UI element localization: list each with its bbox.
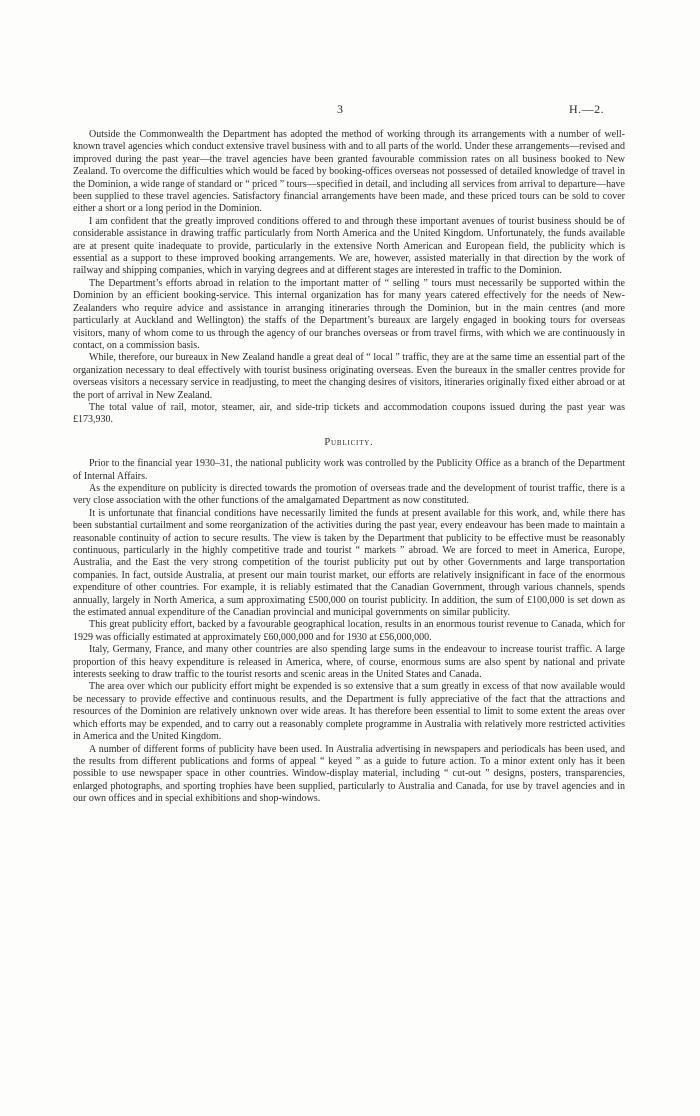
paragraph: A number of different forms of publicity have been used. In Australia advertising in newspapers and periodicals has been used, and the results from different publications and forms of appeal “ keyed ” as a guide to future action. To a minor extent only has it been possible to use newspaper space in other countries. Window-display material, including “ cut-out ” designs, posters, transparencies, enlarged photographs, and sporting trophies have been supplied, particularly to Australia and Canada, for use by travel agencies and in our own offices and in special exhibitions and shop-windows. — [73, 743, 625, 805]
page-header — [0, 102, 700, 118]
paragraph: The Department’s efforts abroad in relation to the important matter of “ selling ” tours must necessarily be supported within the Dominion by an efficient booking-service. This internal organization has for many years catered effectively for the needs of New-Zealanders who require advice and assistance in arranging itineraries through the Dominion, but in the main centres (and more particularly at Auckland and Wellington) the staffs of the Department’s bureaux are largely engaged in booking tours for overseas visitors, many of whom come to us through the agency of our branches overseas or from travel firms, with which we are continuously in contact, on a commission basis. — [73, 277, 625, 351]
paragraph: Outside the Commonwealth the Department has adopted the method of working through its arrangements with a number of well-known travel agencies which conduct extensive travel business with and to all parts of the world. Under these arrangements—revised and improved during the past year—the travel agencies have been granted favourable commission rates on all business booked to New Zealand. To overcome the difficulties which would be faced by booking-offices overseas not possessed of detailed knowledge of travel in the Dominion, a wide range of standard or “ priced ” tours—specified in detail, and including all services from arrival to departure—have been supplied to these travel agencies. Satisfactory financial arrangements have been made, and these priced tours can be sold to cover either a short or a long period in the Dominion. — [73, 129, 625, 215]
paragraph: The total value of rail, motor, steamer, air, and side-trip tickets and accommodation coupons issued during the past year was £173,930. — [73, 401, 625, 426]
paragraph: Italy, Germany, France, and many other countries are also spending large sums in the endeavour to increase tourist traffic. A large proportion of this heavy expenditure is released in America, where, of course, enormous sums are also spent by national and private interests seeking to draw traffic to the tourist resorts and scenic areas in the United States and Canada. — [73, 644, 625, 681]
paragraph: The area over which our publicity effort might be expended is so extensive that a sum greatly in excess of that now available would be necessary to provide effective and continuous results, and the Department is fully appreciative of the fact that the attractions and resources of the Dominion are relatively unknown over wide areas. It has therefore been essential to limit to some extent the areas over which efforts may be expended, and to carry out a reasonably complete programme in Australia with relatively more restricted activities in America and the United Kingdom. — [73, 681, 625, 743]
paragraph: This great publicity effort, backed by a favourable geographical location, results in an enormous tourist revenue to Canada, which for 1929 was officially estimated at approximately £60,000,000 and for 1930 at £56,000,000. — [73, 619, 625, 643]
section-travel-agencies — [73, 129, 625, 427]
section-heading-publicity: Publicity. — [324, 436, 374, 448]
paragraph: As the expenditure on publicity is directed towards the promotion of overseas trade and the development of tourist traffic, there is a very close association with the other functions of the amalgamated Department as now constituted. — [73, 482, 625, 507]
section-publicity — [73, 458, 625, 805]
paragraph: Prior to the financial year 1930–31, the national publicity work was controlled by the Publicity Office as a branch of the Department of Internal Affairs. — [73, 458, 625, 482]
paragraph: I am confident that the greatly improved conditions offered to and through these important avenues of tourist business should be of considerable assistance in drawing traffic particularly from North America and the United Kingdom. Unfortunately, the funds available are at present quite inadequate to provide, particularly in the extensive North American and European field, the publicity which is essential as a support to these improved booking arrangements. We are, however, assisted materially in that direction by the work of railway and shipping companies, which in varying degrees and at different stages are interested in traffic to the Dominion. — [73, 215, 625, 277]
paragraph: It is unfortunate that financial conditions have necessarily limited the funds at present available for this work, and, while there has been substantial curtailment and some reorganization of the activities during the past year, every endeavour has been made to maintain a reasonable continuity of action to secure results. The view is taken by the Department that publicity to be effective must be reasonably continuous, particularly in the highly competitive trade and tourist “ markets ” abroad. We are forced to meet in America, Europe, Australia, and the East the very strong competition of the tourist publicity put out by other Governments and large transportation companies. In fact, outside Australia, at present our main tourist market, our efforts are relatively insignificant in face of the enormous expenditure of other countries. For example, it is reliably estimated that the Canadian Government, through various channels, spends annually, largely in North America, a sum approximating £500,000 on tourist publicity. In addition, the sum of £100,000 is set down as the estimated annual expenditure of the Canadian provincial and municipal governments on similar publicity. — [73, 507, 625, 619]
body-text — [73, 129, 625, 806]
page-number: 3 — [337, 102, 343, 116]
document-reference: H.—2. — [569, 102, 605, 116]
paragraph: While, therefore, our bureaux in New Zealand handle a great deal of “ local ” traffic, they are at the same time an essential part of the organization necessary to deal effectively with tourist business originating overseas. Even the bureaux in the smaller centres provide for overseas visitors a necessary service in readjusting, to meet the changing desires of visitors, itineraries originally fixed either abroad or at the port of arrival in New Zealand. — [73, 352, 625, 401]
